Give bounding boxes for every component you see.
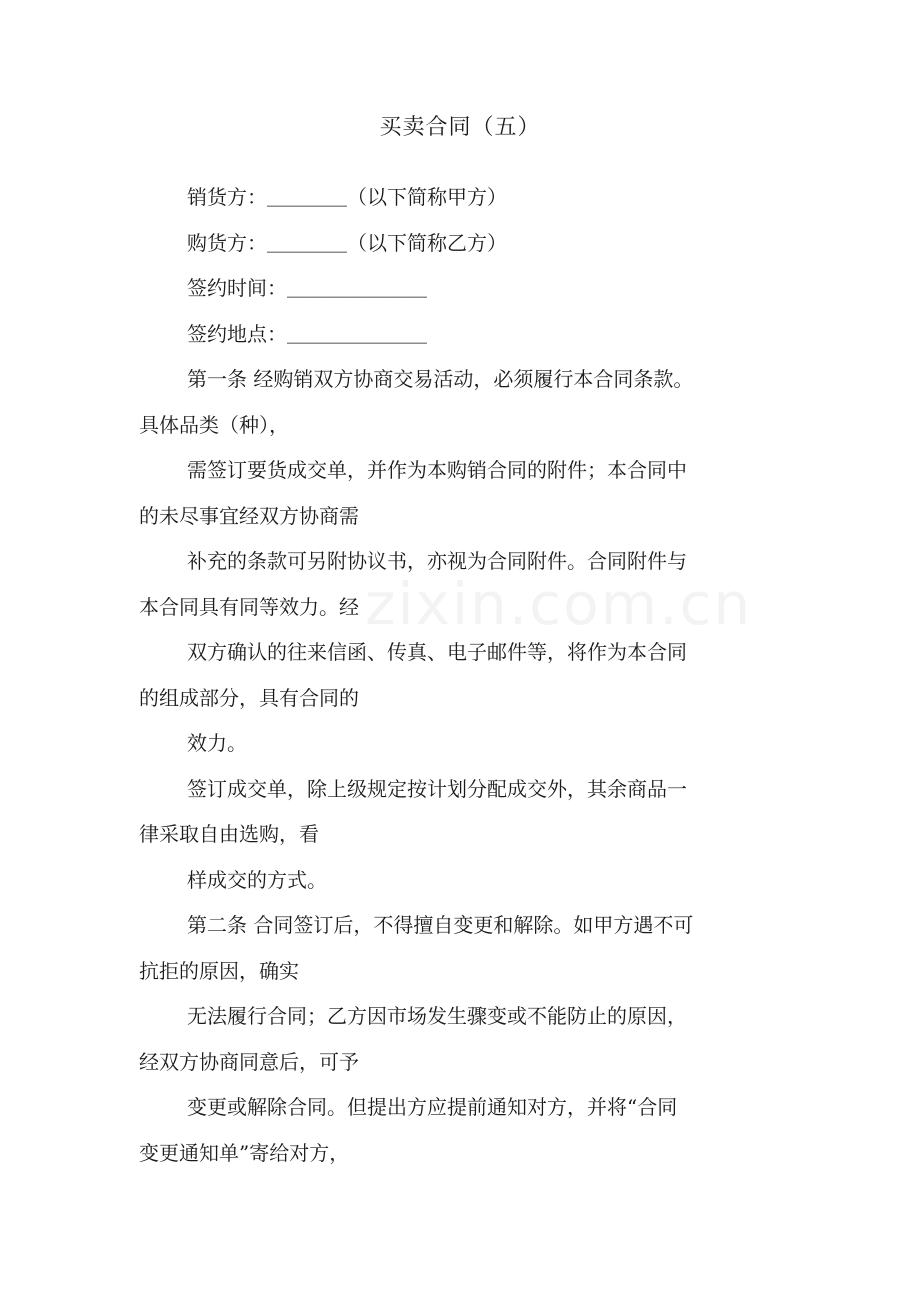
document-line: 购货方：＿＿＿＿（以下简称乙方） bbox=[187, 230, 507, 255]
document-line: 效力。 bbox=[187, 731, 247, 755]
document-body bbox=[139, 175, 784, 1176]
document-line: 的未尽事宜经双方协商需 bbox=[139, 503, 359, 528]
document-line: 签约时间：＿＿＿＿＿＿＿ bbox=[187, 276, 427, 300]
document-line: 补充的条款可另附协议书，亦视为合同附件。合同附件与 bbox=[187, 549, 687, 573]
document-line: 的组成部分，具有合同的 bbox=[139, 685, 359, 710]
document-line: 销货方：＿＿＿＿（以下简称甲方） bbox=[187, 185, 507, 209]
document-line: 双方确认的往来信函、传真、电子邮件等，将作为本合同 bbox=[187, 640, 687, 664]
document-title: 买卖合同（五） bbox=[379, 115, 541, 140]
document-line: 第一条 经购销双方协商交易活动，必须履行本合同条款。 bbox=[187, 367, 694, 391]
document-line: 签订成交单，除上级规定按计划分配成交外，其余商品一 bbox=[187, 776, 687, 801]
document-line: 经双方协商同意后，可予 bbox=[139, 1049, 359, 1074]
document-line: 变更通知单”寄给对方， bbox=[139, 1140, 350, 1165]
document-line: 签约地点：＿＿＿＿＿＿＿ bbox=[187, 321, 427, 346]
document-line: 变更或解除合同。但提出方应提前通知对方，并将“合同 bbox=[187, 1095, 678, 1119]
document-line: 无法履行合同；乙方因市场发生骤变或不能防止的原因， bbox=[187, 1004, 687, 1028]
document-line: 样成交的方式。 bbox=[187, 867, 327, 892]
document-line: 需签订要货成交单，并作为本购销合同的附件；本合同中 bbox=[187, 458, 687, 482]
document-line: 抗拒的原因，确实 bbox=[139, 958, 299, 983]
document-line: 第二条 合同签订后，不得擅自变更和解除。如甲方遇不可 bbox=[187, 913, 694, 937]
document-line: 律采取自由选购，看 bbox=[139, 822, 319, 846]
document-line: 本合同具有同等效力。经 bbox=[139, 594, 359, 619]
watermark: zixin.com.cn bbox=[365, 570, 753, 638]
document-line: 具体品类（种）， bbox=[139, 412, 289, 437]
